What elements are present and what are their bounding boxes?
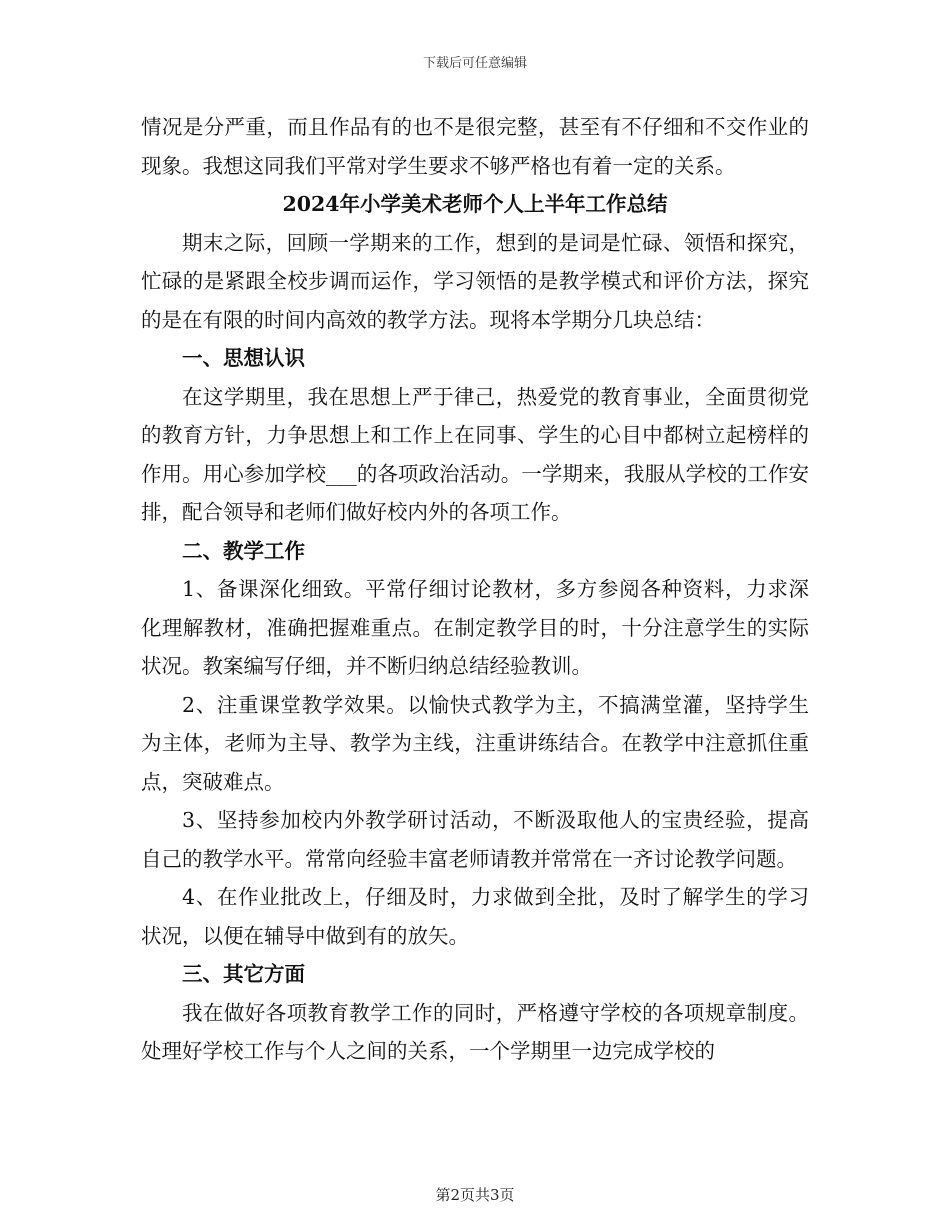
document-title: 2024年小学美术老师个人上半年工作总结 [282, 192, 668, 216]
teaching-item-1: 1、备课深化细致。平常仔细讨论教材，多方参阅各种资料，力求深化理解教材，准确把握难重点。在制定教学目的时，十分注意学生的实际状况。教案编写仔细，并不断归纳总结经验教训。 [141, 577, 809, 678]
teaching-item-2: 2、注重课堂教学效果。以愉快式教学为主，不搞满堂灌，坚持学生为主体，老师为主导、教学为主线，注重讲练结合。在教学中注意抓住重点，突破难点。 [141, 692, 809, 794]
section-paragraph-thought: 在这学期里，我在思想上严于律己，热爱党的教育事业，全面贯彻党的教育方针，力争思想上和工作上在同事、学生的心目中都树立起榜样的作用。用心参加学校___的各项政治活动。一学期来，我服从学校的工作安排，配合领导和老师们做好校内外的各项工作。 [141, 384, 809, 524]
section-heading-other: 三、其它方面 [182, 962, 305, 986]
intro-paragraph: 期末之际，回顾一学期来的工作，想到的是词是忙碌、领悟和探究，忙碌的是紧跟全校步调而运作，学习领悟的是教学模式和评价方法，探究的是在有限的时间内高效的教学方法。现将本学期分几块总结： [141, 230, 809, 332]
document-body [141, 108, 809, 1071]
section-heading-teaching: 二、教学工作 [182, 538, 305, 563]
teaching-item-3: 3、坚持参加校内外教学研讨活动，不断汲取他人的宝贵经验，提高自己的教学水平。常常向经验丰富老师请教并常常在一齐讨论教学问题。 [141, 808, 809, 871]
page-header: 下载后可任意编辑 [422, 56, 527, 71]
carryover-paragraph: 情况是分严重，而且作品有的也不是很完整，甚至有不仔细和不交作业的现象。我想这同我们平常对学生要求不够严格也有着一定的关系。 [141, 115, 809, 178]
section-paragraph-other: 我在做好各项教育教学工作的同时，严格遵守学校的各项规章制度。处理好学校工作与个人之间的关系，一个学期里一边完成学校的 [141, 1000, 809, 1063]
section-heading-thought: 一、思想认识 [182, 346, 305, 370]
page-footer: 第2页共3页 [435, 1186, 515, 1204]
teaching-item-4: 4、在作业批改上，仔细及时，力求做到全批，及时了解学生的学习状况，以便在辅导中做到有的放矢。 [141, 885, 809, 948]
